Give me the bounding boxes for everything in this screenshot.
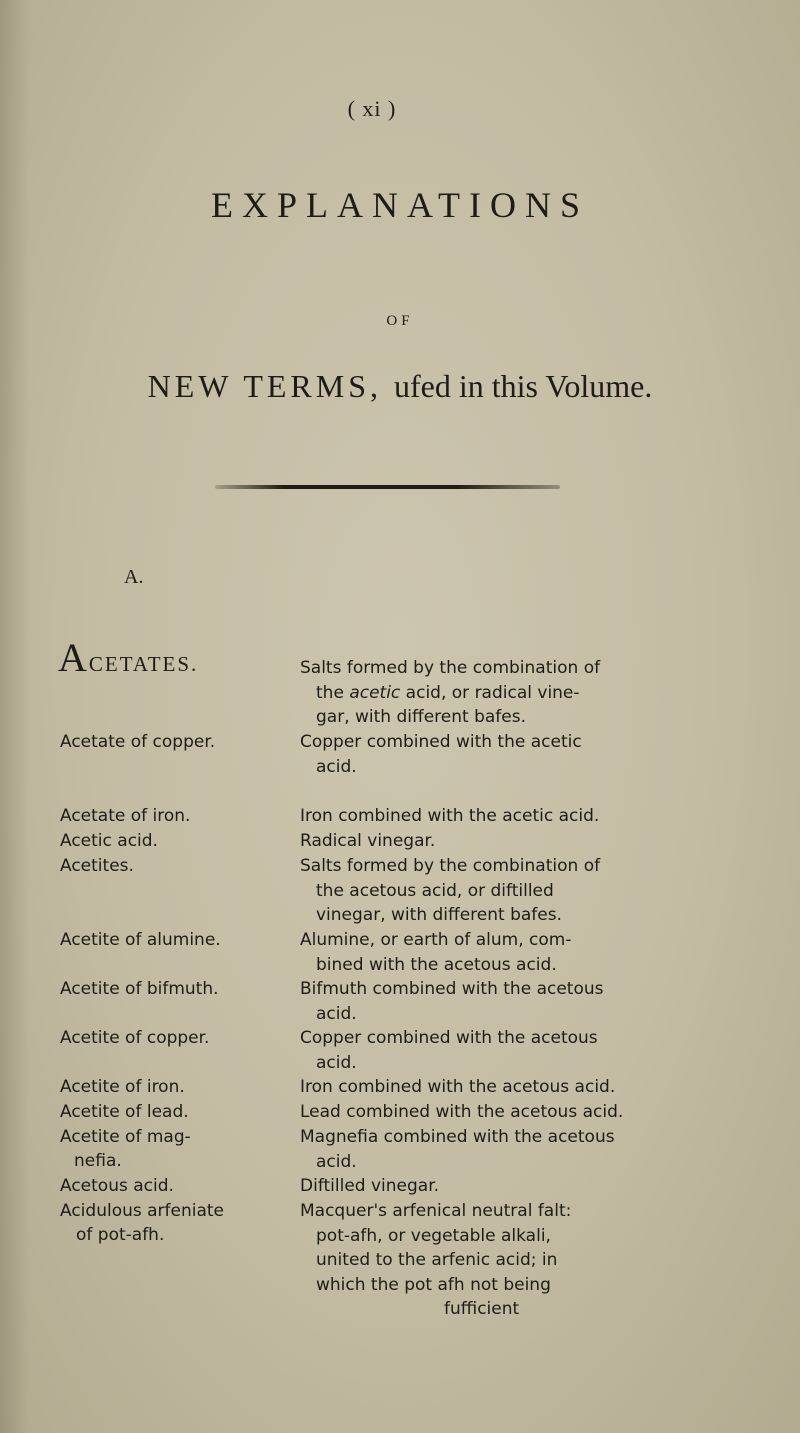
term: Acidulous arfeniate — [60, 1201, 225, 1221]
heading-initial: A — [58, 635, 89, 680]
definition-line: Lead combined with the acetous acid. — [300, 1102, 624, 1122]
definition — [300, 804, 790, 829]
subtitle-rest: ufed in this Volume. — [394, 368, 653, 404]
definition-line: vinegar, with different bafes. — [316, 905, 563, 926]
heading-rest: CETATES. — [88, 652, 199, 676]
page-title: EXPLANATIONS — [211, 185, 589, 225]
definition-line: pot-afh, or vegetable alkali, — [316, 1225, 551, 1246]
definition-line: acid. — [316, 1052, 357, 1073]
term: Acetite of mag- — [60, 1127, 191, 1147]
definition — [300, 854, 790, 928]
definition-line: Copper combined with the acetous — [300, 1028, 598, 1048]
term: Acetite of iron. — [60, 1077, 185, 1097]
definition-line: Alumine, or earth of alum, com- — [300, 930, 572, 950]
definition-line: bined with the acetous acid. — [316, 954, 557, 975]
definition — [300, 829, 790, 854]
definition — [300, 928, 790, 977]
definition-line: which the pot afh not being — [316, 1274, 551, 1295]
definition-line: Bifmuth combined with the acetous — [300, 979, 604, 999]
section-letter: A. — [124, 566, 144, 588]
definition — [300, 977, 790, 1026]
definition-line: gar, with different bafes. — [316, 707, 526, 728]
term-continuation: of pot-afh. — [76, 1225, 165, 1245]
definition — [300, 1075, 790, 1100]
definition-line: Radical vinegar. — [300, 831, 436, 851]
definition — [300, 1174, 790, 1199]
definition-line: Iron combined with the acetous acid. — [300, 1077, 616, 1097]
page-number: ( xi ) — [347, 96, 397, 121]
definition-line: acid. — [316, 1151, 357, 1172]
italic-word: acetic — [349, 682, 401, 703]
term: Acetite of alumine. — [60, 930, 221, 950]
subtitle-caps: NEW TERMS, — [147, 368, 394, 404]
term: Acetic acid. — [60, 831, 158, 851]
term: Acetite of copper. — [60, 1028, 210, 1048]
definition — [300, 1199, 790, 1322]
definition-line: the acetous acid, or diftilled — [316, 880, 554, 901]
definition-line: Magnefia combined with the acetous — [300, 1127, 615, 1147]
definition-line: Salts formed by the combination of — [300, 658, 601, 678]
definition-line: Iron combined with the acetic acid. — [300, 806, 600, 826]
definition — [300, 1026, 790, 1075]
definition — [300, 730, 790, 779]
decorative-rule — [215, 485, 560, 489]
definition-line: the acetic acid, or radical vine- — [316, 682, 580, 703]
definition — [300, 1125, 790, 1174]
definition-line: fufficient — [444, 1299, 520, 1320]
term: Acetate of iron. — [60, 806, 191, 826]
entry-heading — [58, 634, 198, 681]
term-continuation: nefia. — [74, 1151, 122, 1171]
page-subtitle — [0, 368, 800, 405]
term: Acetite of lead. — [60, 1102, 189, 1122]
title-connector: OF — [386, 313, 414, 329]
term: Acetate of copper. — [60, 732, 216, 752]
term: Acetous acid. — [60, 1176, 174, 1196]
definition — [300, 1100, 790, 1125]
term: Acetites. — [60, 856, 134, 876]
definition-line: Copper combined with the acetic — [300, 732, 582, 752]
definition — [300, 656, 790, 730]
definition-line: acid. — [316, 756, 357, 777]
definition-line: Salts formed by the combination of — [300, 856, 601, 876]
definition-line: Diftilled vinegar. — [300, 1176, 440, 1196]
definition-line: acid. — [316, 1003, 357, 1024]
definition-line: united to the arfenic acid; in — [316, 1250, 558, 1271]
definition-line: Macquer's arfenical neutral falt: — [300, 1201, 572, 1221]
term: Acetite of bifmuth. — [60, 979, 219, 999]
